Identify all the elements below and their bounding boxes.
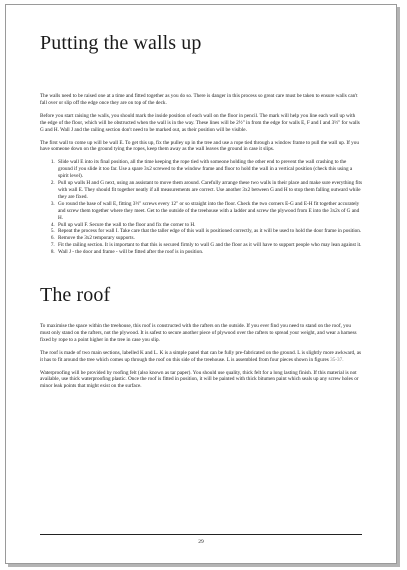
paragraph xyxy=(40,350,362,364)
paragraph: To maximise the space within the treehouse, this roof is constructed with the rafters on the outside. If you ever find you need to stand on the roof, you must only stand on the rafters, not the plywood. It is safest to secure another piece of plywood over the rafters to spread your weight, and wear a harness fixed by rope to a point higher in the tree in case you slip. xyxy=(40,323,357,343)
page-number: 29 xyxy=(198,539,204,545)
list-item: 4. Pull up wall F. Secure the wall to the floor and fix the corner to H. xyxy=(56,222,362,229)
paragraph: Before you start raising the walls, you should mark the inside position of each wall on the floor in pencil. The mark will help you line each wall up with the edge of the floor, which will be obstructed when the wall is in the way. These lines will be 2½" in from the edge for walls E, F and I and 3½" for walls G and H. Wall J and the railing section don't need to be marked out, as their position will be visible. xyxy=(40,112,360,133)
list-item: 2. Pull up walls H and G next, using an assistant to move them around. Carefully arrange these two walls in their place and make sure everything fits with wall E. They should fit together neatly if all measurements are correct. Use another 3x2 between G and H to stop them falling outward while they are fixed. xyxy=(56,180,362,201)
list-item: 1. Slide wall E into its final position, all the time keeping the rope tied with someone holding the other end to prevent the wall crashing to the ground if you slide it too far. Use a spare 3x2 screwed to the window frame and floor to hold the wall in a vertical position (check this using a spirit level). xyxy=(56,159,362,180)
section-heading-roof: The roof xyxy=(40,284,111,307)
document-page xyxy=(5,4,397,564)
page-content xyxy=(40,31,362,390)
paragraph: The walls need to be raised one at a time and fitted together as you do so. There is danger in this process so great care must be taken to ensure walls can't fall over or slip off the edge once they are on top of the deck. xyxy=(40,93,358,106)
footer-divider xyxy=(40,534,362,535)
list-item: 5. Repeat the process for wall I. Take care that the taller edge of this wall is positioned correctly, as it will be used to hold the door frame in position. xyxy=(56,228,362,235)
paragraph: Waterproofing will be provided by roofing felt (also known as tar paper). You should use quality, thick felt for a long lasting finish. If this material is not available, use thick waterproofing plastic. Once the roof is fitted in position, it will be painted with thick bitumen paint which seals up any screw holes or minor leak points that might exist on the surface. xyxy=(40,369,359,390)
paragraph: The first wall to come up will be wall E. To get this up, fix the pulley up in the tree and use a rope tied through a window frame to pull the wall up. If you have someone down on the ground tying the ropes, keep them away as the wall leaves the ground in case it slips. xyxy=(40,139,359,153)
steps-list xyxy=(40,159,362,256)
figure-reference: 35-37. xyxy=(330,356,344,363)
section-heading-walls: Putting the walls up xyxy=(40,32,202,54)
list-item: 8. Wall J - the door and frame - will be fitted after the roof is in position. xyxy=(56,249,362,256)
paragraph-text: The roof is made of two main sections, labelled K and L. K is a simple panel that can be fully pre-fabricated on the ground. L is slightly more awkward, as it has to fit around the tree which comes up through the roof on this side of the treehouse. L is assembled from four pieces shown in figures xyxy=(40,349,362,363)
list-item: 7. Fit the railing section. It is important to that this is secured firmly to wall G and the floor as it will have to support people who may lean against it. xyxy=(56,242,362,249)
list-item: 6. Remove the 3x2 temporary supports. xyxy=(56,235,362,242)
list-item: 3. Go round the base of wall E, fitting 3½" screws every 12" or so straight into the floor. Check the two corners E-G and E-H fit together accurately and screw them together where they meet. Get to the outside of the treehouse with a ladder and screw the plywood from E into the 3x2s of G and H. xyxy=(56,201,362,222)
